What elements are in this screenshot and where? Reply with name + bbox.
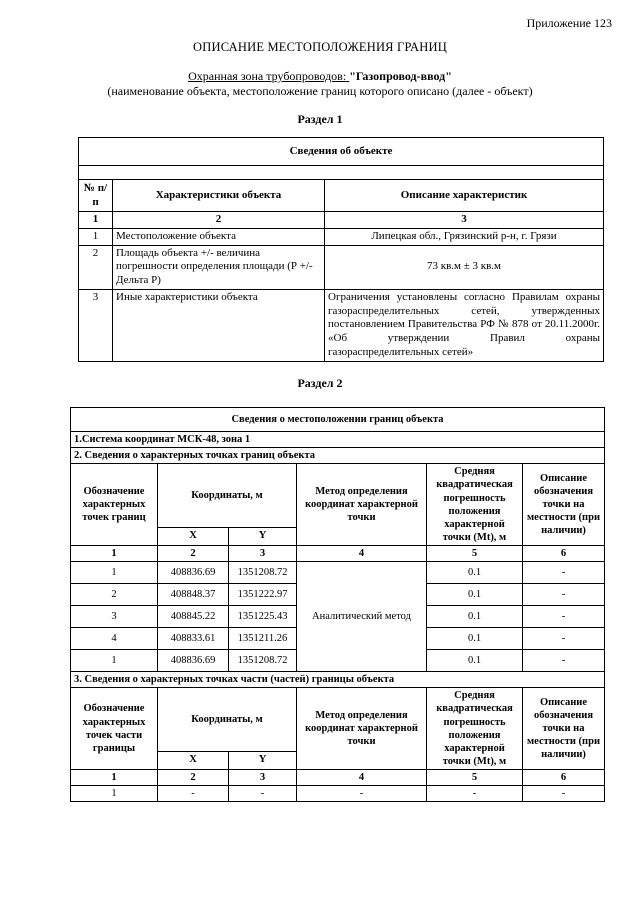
object-info-table <box>78 137 604 362</box>
point-y: 1351208.72 <box>229 650 297 672</box>
col-desc-header: Описание характеристик <box>325 180 604 212</box>
section1-label: Раздел 1 <box>297 112 343 126</box>
appendix-label: Приложение 123 <box>526 16 612 30</box>
point-x: 408836.69 <box>158 562 229 584</box>
col-part-point-header: Обозначение характерных точек части границы <box>71 688 158 770</box>
boundary-table <box>70 407 605 802</box>
idx-cell: 2 <box>158 546 229 562</box>
part-point-id: 1 <box>71 786 158 802</box>
point-y: 1351208.72 <box>229 562 297 584</box>
idx-cell: 1 <box>71 546 158 562</box>
table-row <box>79 228 604 245</box>
section2-label: Раздел 2 <box>297 376 343 390</box>
point-x: 408836.69 <box>158 650 229 672</box>
idx-cell: 1 <box>79 212 113 229</box>
method-cell: Аналитический метод <box>297 562 427 672</box>
part-point-x: - <box>158 786 229 802</box>
point-desc: - <box>523 584 605 606</box>
point-desc: - <box>523 628 605 650</box>
point-mt: 0.1 <box>427 584 523 606</box>
idx-cell: 5 <box>427 770 523 786</box>
point-mt: 0.1 <box>427 628 523 650</box>
point-mt: 0.1 <box>427 606 523 628</box>
page-title: ОПИСАНИЕ МЕСТОПОЛОЖЕНИЯ ГРАНИЦ <box>193 40 447 54</box>
point-y: 1351211.26 <box>229 628 297 650</box>
point-x: 408845.22 <box>158 606 229 628</box>
point-y: 1351222.97 <box>229 584 297 606</box>
point-x: 408833.61 <box>158 628 229 650</box>
col-coords-header: Координаты, м <box>158 464 297 528</box>
col-char-header: Характеристики объекта <box>113 180 325 212</box>
row-num: 1 <box>79 228 113 245</box>
row-num: 3 <box>79 289 113 361</box>
table-row <box>79 289 604 361</box>
idx-cell: 3 <box>229 546 297 562</box>
point-id: 1 <box>71 562 158 584</box>
object-name-line <box>0 69 640 84</box>
points-header: 2. Сведения о характерных точках границ объекта <box>71 448 605 464</box>
col-desc-header: Описание обозначения точки на местности (при наличии) <box>523 688 605 770</box>
row-value: 73 кв.м ± 3 кв.м <box>325 245 604 289</box>
idx-cell: 1 <box>71 770 158 786</box>
col-error-header: Средняя квадратическая погрешность положения характерной точки (Mt), м <box>427 688 523 770</box>
row-num: 2 <box>79 245 113 289</box>
col-error-header: Средняя квадратическая погрешность положения характерной точки (Mt), м <box>427 464 523 546</box>
row-value: Ограничения установлены согласно Правилам охраны газораспределительных сетей, утвержденных постановлением Правительства РФ № 878 от 20.11.2000г. «Об утверждении Правил охраны газораспределительных сетей» <box>325 289 604 361</box>
point-desc: - <box>523 606 605 628</box>
point-y: 1351225.43 <box>229 606 297 628</box>
row-value: Липецкая обл., Грязинский р-н, г. Грязи <box>325 228 604 245</box>
point-mt: 0.1 <box>427 562 523 584</box>
table1-title: Сведения об объекте <box>79 138 604 166</box>
idx-cell: 4 <box>297 546 427 562</box>
idx-cell: 2 <box>113 212 325 229</box>
idx-cell: 3 <box>229 770 297 786</box>
point-id: 3 <box>71 606 158 628</box>
point-id: 1 <box>71 650 158 672</box>
object-note: (наименование объекта, местоположение границ которого описано (далее - объект) <box>107 84 533 98</box>
col-x-header: X <box>158 528 229 546</box>
idx-cell: 3 <box>325 212 604 229</box>
idx-cell: 4 <box>297 770 427 786</box>
row-name: Местоположение объекта <box>113 228 325 245</box>
parts-header: 3. Сведения о характерных точках части (частей) границы объекта <box>71 672 605 688</box>
table1-spacer <box>79 166 604 180</box>
table-row <box>71 562 605 584</box>
part-desc: - <box>523 786 605 802</box>
part-method: - <box>297 786 427 802</box>
col-desc-header: Описание обозначения точки на местности (при наличии) <box>523 464 605 546</box>
point-id: 2 <box>71 584 158 606</box>
point-desc: - <box>523 650 605 672</box>
table2-title: Сведения о местоположении границ объекта <box>71 408 605 432</box>
point-x: 408848.37 <box>158 584 229 606</box>
part-point-y: - <box>229 786 297 802</box>
row-name: Площадь объекта +/- величина погрешности определения площади (Р +/- Дельта Р) <box>113 245 325 289</box>
row-name: Иные характеристики объекта <box>113 289 325 361</box>
point-mt: 0.1 <box>427 650 523 672</box>
point-desc: - <box>523 562 605 584</box>
idx-cell: 2 <box>158 770 229 786</box>
table-row <box>79 245 604 289</box>
col-coords-header: Координаты, м <box>158 688 297 752</box>
point-id: 4 <box>71 628 158 650</box>
col-y-header: Y <box>229 528 297 546</box>
table-row <box>71 786 605 802</box>
idx-cell: 6 <box>523 770 605 786</box>
coord-system: 1.Система координат МСК-48, зона 1 <box>71 432 605 448</box>
col-point-header: Обозначение характерных точек границ <box>71 464 158 546</box>
object-prefix: Охранная зона трубопроводов: <box>188 69 350 83</box>
col-num-header: № п/п <box>79 180 113 212</box>
col-y-header: Y <box>229 752 297 770</box>
idx-cell: 6 <box>523 546 605 562</box>
object-name: "Газопровод-ввод" <box>349 69 452 83</box>
idx-cell: 5 <box>427 546 523 562</box>
col-method-header: Метод определения координат характерной точки <box>297 464 427 546</box>
col-method-header: Метод определения координат характерной точки <box>297 688 427 770</box>
col-x-header: X <box>158 752 229 770</box>
part-mt: - <box>427 786 523 802</box>
